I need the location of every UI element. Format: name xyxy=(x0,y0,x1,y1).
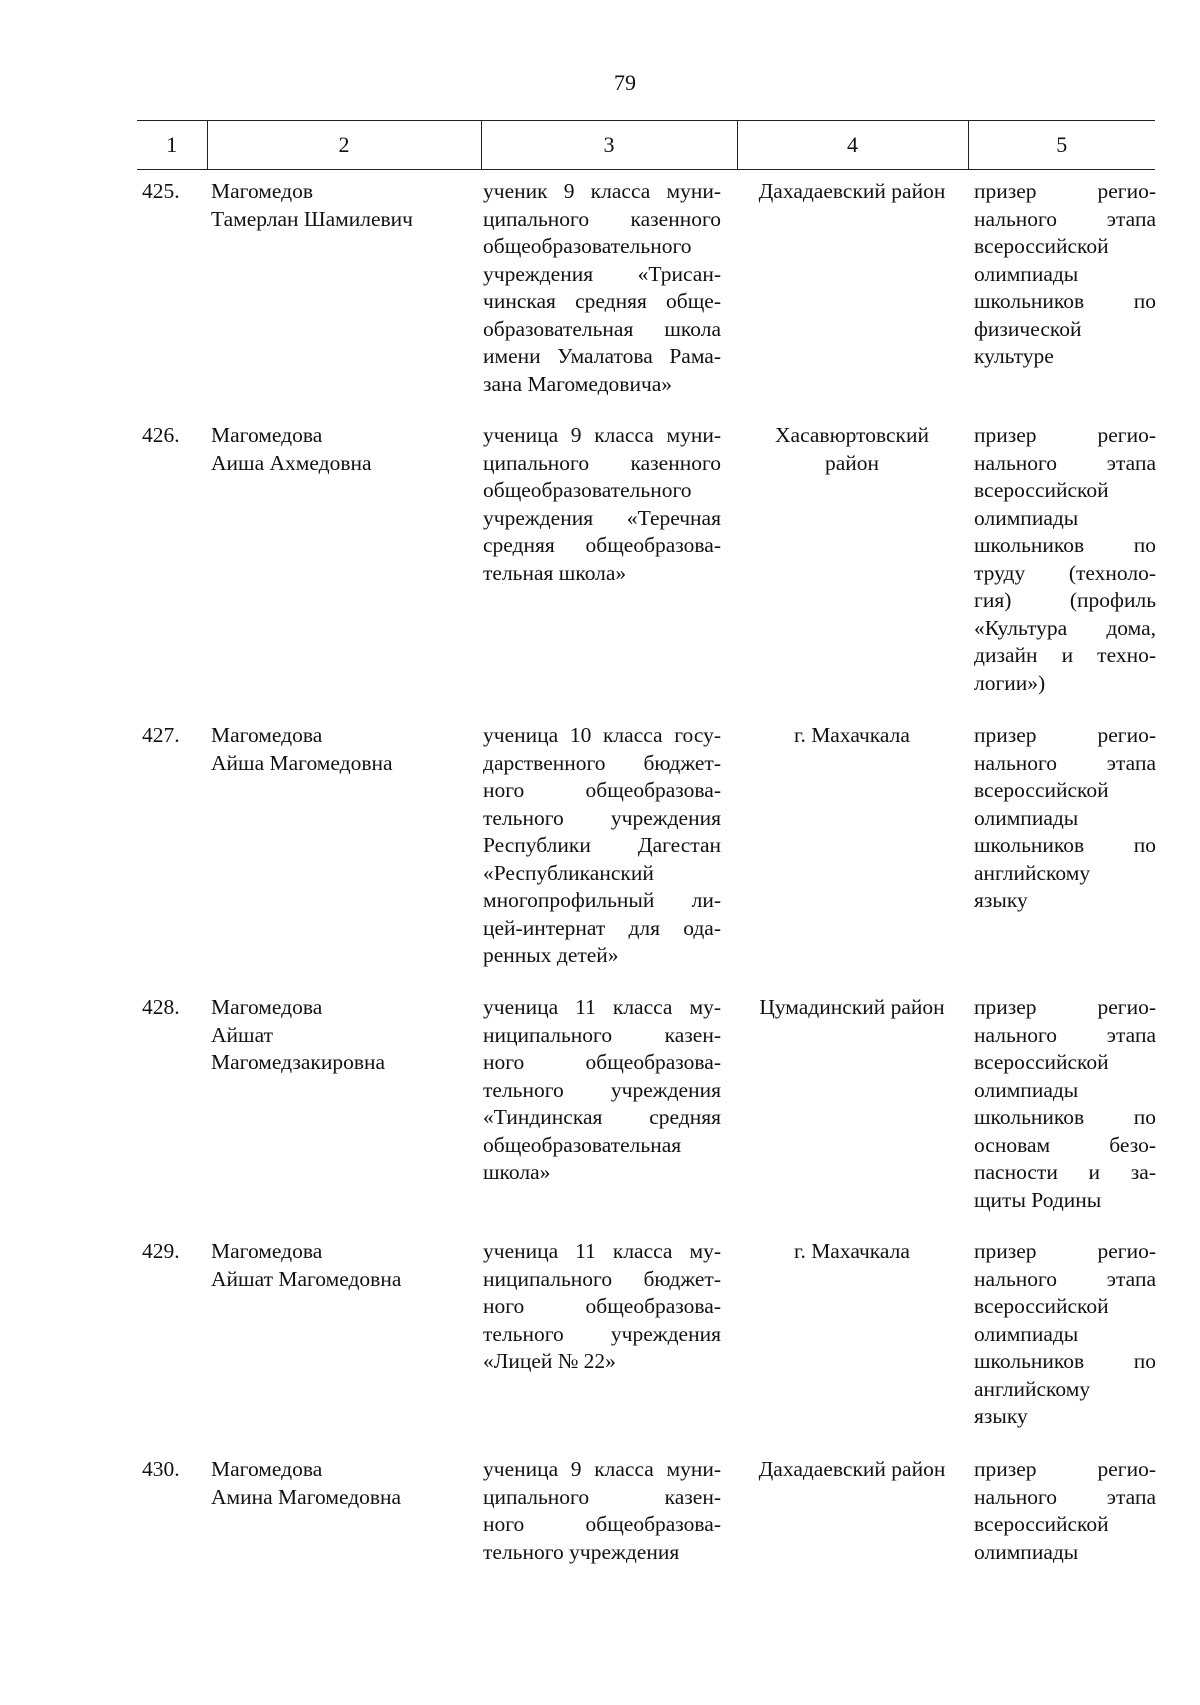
region-line: Дахадаевский район xyxy=(758,1457,946,1481)
row-number: 427. xyxy=(142,723,180,747)
award-description-line: труду (техноло- xyxy=(974,560,1156,585)
row-number: 429. xyxy=(142,1239,180,1263)
award-description-line: всероссийской xyxy=(974,234,1109,258)
award-description-line: культуре xyxy=(974,344,1054,368)
institution-description-line: тельная школа» xyxy=(483,560,627,585)
institution-description xyxy=(483,178,721,398)
award-description-line: всероссийской xyxy=(974,1512,1109,1536)
table-header xyxy=(137,120,1155,170)
award-description-line: всероссийской xyxy=(974,778,1109,802)
award-description xyxy=(974,178,1156,371)
award-description-line: призер регио- xyxy=(974,423,1156,447)
award-description-line: гия) (профиль xyxy=(974,588,1156,612)
page-number: 79 xyxy=(614,70,636,95)
institution-description xyxy=(483,994,721,1187)
award-description-line: призер регио- xyxy=(974,1239,1156,1263)
region xyxy=(742,1456,962,1484)
institution-description-line: цей-интернат для ода- xyxy=(483,915,721,940)
award-description-line: олимпиады xyxy=(974,1077,1079,1102)
award-description xyxy=(974,422,1156,697)
row-number: 428. xyxy=(142,995,180,1019)
institution-description-line: ного общеобразова- xyxy=(483,1512,721,1536)
award-description-line: школьников по xyxy=(974,833,1156,857)
institution-description-line: чинская средняя обще- xyxy=(483,289,721,313)
region xyxy=(742,1238,962,1266)
award-description-line: школьников по xyxy=(974,533,1156,557)
person-name xyxy=(211,994,451,1077)
person-name-line: Аиша Ахмедовна xyxy=(211,450,372,475)
institution-description-line: Республики Дагестан xyxy=(483,833,721,857)
person-name-line: Магомедов xyxy=(211,179,313,203)
award-description-line: языку xyxy=(974,1404,1028,1428)
person-name-line: Айша Магомедовна xyxy=(211,750,393,775)
row-number: 426. xyxy=(142,423,180,447)
institution-description-line: ного общеобразова- xyxy=(483,1294,721,1318)
institution-description-line: ципального казенного xyxy=(483,450,721,475)
person-name-line: Магомедова xyxy=(211,1457,323,1481)
region-line: район xyxy=(824,450,880,475)
institution-description xyxy=(483,1456,721,1566)
institution-description-line: «Республиканский xyxy=(483,860,654,885)
institution-description-line: ученица 10 класса госу- xyxy=(483,723,721,747)
institution-description-line: общеобразовательная xyxy=(483,1132,682,1157)
institution-description-line: тельного учреждения xyxy=(483,1077,721,1102)
institution-description-line: учреждения «Теречная xyxy=(483,505,721,530)
institution-description-line: ученица 11 класса му- xyxy=(483,995,721,1019)
institution-description-line: учреждения «Трисан- xyxy=(483,261,721,286)
institution-description-line: «Тиндинская средняя xyxy=(483,1105,721,1129)
institution-description-line: ученик 9 класса муни- xyxy=(483,179,721,203)
award-description-line: призер регио- xyxy=(974,1457,1156,1481)
institution-description xyxy=(483,1238,721,1376)
award-description-line: олимпиады xyxy=(974,1539,1079,1564)
award-description xyxy=(974,1238,1156,1431)
award-description-line: олимпиады xyxy=(974,805,1079,830)
award-description-line: школьников по xyxy=(974,1105,1156,1129)
institution-description-line: ниципального бюджет- xyxy=(483,1266,721,1291)
award-description-line: нального этапа xyxy=(974,1484,1156,1509)
person-name-line: Магомедова xyxy=(211,423,323,447)
award-description-line: дизайн и техно- xyxy=(974,643,1156,667)
institution-description-line: школа» xyxy=(483,1160,551,1184)
region-line: г. Махачкала xyxy=(794,1239,910,1263)
institution-description-line: дарственного бюджет- xyxy=(483,750,721,775)
institution-description-line: тельного учреждения xyxy=(483,805,721,830)
award-description-line: логии») xyxy=(974,670,1046,695)
institution-description-line: ципального казен- xyxy=(483,1484,721,1509)
award-description-line: призер регио- xyxy=(974,723,1156,747)
award-description-line: всероссийской xyxy=(974,478,1109,502)
award-description xyxy=(974,994,1156,1214)
institution-description-line: ученица 11 класса му- xyxy=(483,1239,721,1263)
award-description-line: призер регио- xyxy=(974,179,1156,203)
column-header-2: 2 xyxy=(207,121,481,170)
column-header-1: 1 xyxy=(137,121,207,170)
institution-description-line: общеобразовательного xyxy=(483,478,692,502)
award-description-line: школьников по xyxy=(974,1349,1156,1373)
institution-description-line: ного общеобразова- xyxy=(483,1050,721,1074)
institution-description-line: зана Магомедовича» xyxy=(483,371,673,396)
person-name xyxy=(211,1456,451,1511)
person-name-line: Тамерлан Шамилевич xyxy=(211,206,413,231)
award-description-line: языку xyxy=(974,888,1028,912)
award-description-line: олимпиады xyxy=(974,261,1079,286)
award-description-line: «Культура дома, xyxy=(974,615,1156,640)
row-number: 425. xyxy=(142,179,180,203)
column-header-4: 4 xyxy=(737,121,968,170)
award-description-line: школьников по xyxy=(974,289,1156,313)
person-name xyxy=(211,722,451,777)
institution-description xyxy=(483,422,721,587)
region-line: Хасавюртовский xyxy=(775,423,929,447)
person-name xyxy=(211,422,451,477)
column-header-3: 3 xyxy=(481,121,737,170)
award-description-line: всероссийской xyxy=(974,1050,1109,1074)
institution-description-line: ниципального казен- xyxy=(483,1022,721,1047)
award-description-line: призер регио- xyxy=(974,995,1156,1019)
region-line: Дахадаевский район xyxy=(758,179,946,203)
award-description-line: физической xyxy=(974,316,1082,341)
award-description-line: щиты Родины xyxy=(974,1187,1102,1212)
region xyxy=(742,178,962,206)
institution-description-line: многопрофильный ли- xyxy=(483,888,721,912)
institution-description-line: ренных детей» xyxy=(483,943,619,967)
person-name-line: Магомедова xyxy=(211,995,323,1019)
institution-description-line: общеобразовательного xyxy=(483,234,692,258)
institution-description-line: ученица 9 класса муни- xyxy=(483,423,721,447)
institution-description-line: средняя общеобразова- xyxy=(483,533,721,557)
region xyxy=(742,722,962,750)
award-description-line: английскому xyxy=(974,860,1091,885)
award-description-line: нального этапа xyxy=(974,450,1156,475)
institution-description xyxy=(483,722,721,970)
award-description xyxy=(974,1456,1156,1566)
award-description-line: всероссийской xyxy=(974,1294,1109,1318)
institution-description-line: тельного учреждения xyxy=(483,1321,721,1346)
column-header-5: 5 xyxy=(968,121,1155,170)
award-description xyxy=(974,722,1156,915)
region xyxy=(742,422,962,477)
award-description-line: основам безо- xyxy=(974,1132,1156,1157)
award-description-line: олимпиады xyxy=(974,505,1079,530)
award-description-line: нального этапа xyxy=(974,1266,1156,1291)
institution-description-line: ученица 9 класса муни- xyxy=(483,1457,721,1481)
person-name xyxy=(211,178,451,233)
institution-description-line: тельного учреждения xyxy=(483,1539,680,1564)
person-name-line: Магомедзакировна xyxy=(211,1050,386,1074)
award-description-line: нального этапа xyxy=(974,1022,1156,1047)
award-description-line: олимпиады xyxy=(974,1321,1079,1346)
person-name xyxy=(211,1238,451,1293)
person-name-line: Амина Магомедовна xyxy=(211,1484,402,1509)
institution-description-line: ципального казенного xyxy=(483,206,721,231)
region-line: г. Махачкала xyxy=(794,723,910,747)
region xyxy=(742,994,962,1022)
institution-description-line: ного общеобразова- xyxy=(483,778,721,802)
award-description-line: английскому xyxy=(974,1376,1091,1401)
person-name-line: Айшат xyxy=(211,1022,273,1047)
person-name-line: Магомедова xyxy=(211,723,323,747)
institution-description-line: «Лицей № 22» xyxy=(483,1349,616,1373)
award-description-line: нального этапа xyxy=(974,750,1156,775)
institution-description-line: образовательная школа xyxy=(483,316,721,341)
person-name-line: Магомедова xyxy=(211,1239,323,1263)
region-line: Цумадинский район xyxy=(759,995,945,1019)
award-description-line: пасности и за- xyxy=(974,1160,1156,1184)
person-name-line: Айшат Магомедовна xyxy=(211,1266,402,1291)
institution-description-line: имени Умалатова Рама- xyxy=(483,344,721,368)
row-number: 430. xyxy=(142,1457,180,1481)
award-description-line: нального этапа xyxy=(974,206,1156,231)
